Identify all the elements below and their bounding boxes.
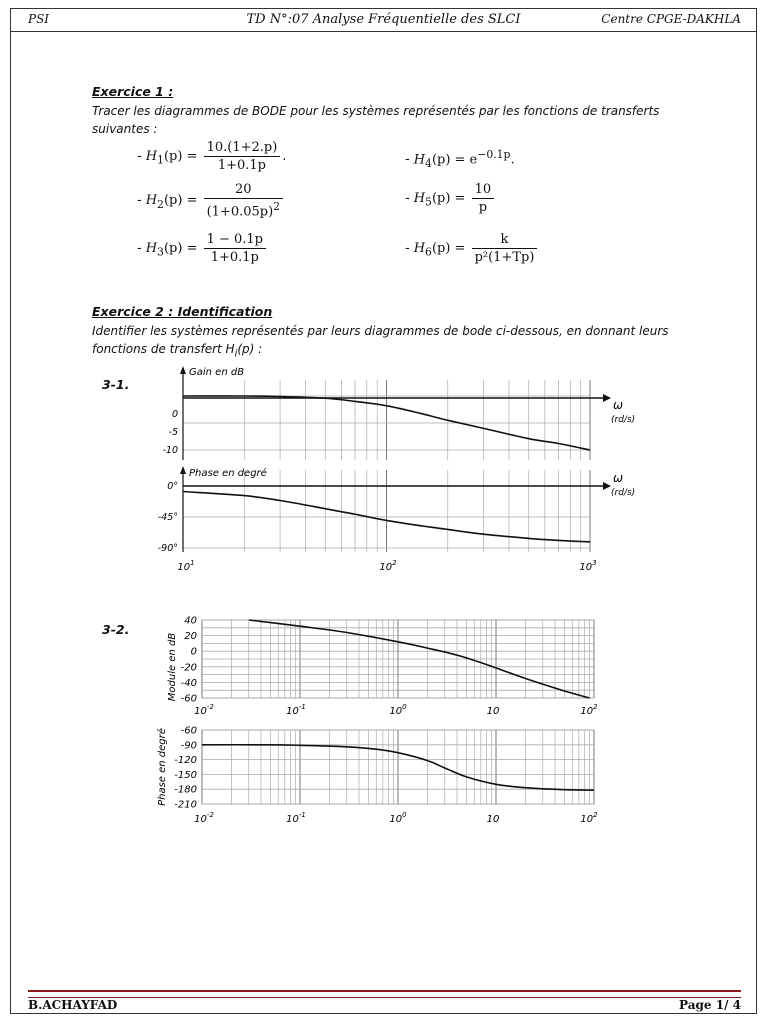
- graph32-xtick: $10^0$: [389, 811, 407, 825]
- exercise1-title: Exercice 1 :: [92, 84, 174, 99]
- formula-h1: - $H_1(p)$ = $\frac{10.(1+2.p)}{1+0.1p}$ .: [137, 140, 287, 173]
- graph32-phase-grid: [202, 730, 594, 804]
- graph32-module-xticks: [194, 703, 598, 717]
- header-title: TD N°:07 Analyse Fréquentielle des SLCI: [246, 12, 521, 27]
- graph32-phase-ylabel: Phase en degré: [157, 728, 168, 806]
- graph31-xtick-1: $10^2$: [379, 559, 397, 573]
- graph31-phase-tick-1: -45°: [157, 512, 178, 523]
- footer-author: B.ACHAYFAD: [28, 998, 118, 1012]
- graph32-module-grid: [202, 620, 594, 698]
- graph32-module-ytick: 0: [190, 646, 197, 658]
- graph32-module-plot: [167, 616, 594, 705]
- graph31-xtick-2: $10^3$: [579, 559, 597, 573]
- graph32-phase-ytick: -210: [174, 799, 197, 811]
- graph32-xtick: $10^{-2}$: [194, 703, 214, 717]
- graph31-gain-title: Gain en dB: [189, 367, 245, 378]
- graph32-xtick: $10^2$: [580, 811, 598, 825]
- graph32-phase-ytick: -90: [180, 740, 197, 752]
- graph31-gain-grid: [183, 380, 590, 460]
- graph32-module-ytick: -20: [180, 662, 197, 674]
- exercise1-text: Tracer les diagrammes de BODE pour les systèmes représentés par les fonctions de transferts suivantes :: [92, 104, 660, 136]
- graph32-xtick: $10^0$: [389, 703, 407, 717]
- graph31-phase-plot: [158, 466, 635, 554]
- graph32-module-yticks: [181, 616, 197, 705]
- graph32-xtick: $10^{-1}$: [286, 703, 306, 717]
- graph31-gain-tick-0: 0: [171, 409, 178, 420]
- graph31-gain-yaxis-arrow: [180, 366, 186, 374]
- graph32-phase-ytick: -60: [180, 725, 197, 737]
- graph31-gain-tick-2: -10: [162, 445, 178, 456]
- graph31-phase-unit: (rd/s): [611, 488, 636, 498]
- graph31-phase-omega: ω: [613, 471, 624, 485]
- graph32-phase-yticks: [174, 726, 197, 811]
- exercise2-text: Identifier les systèmes représentés par leurs diagrammes de bode ci-dessous, en donnant leurs fonctions de transfert $H_i(p)$ :: [92, 324, 669, 360]
- graph31-xticks: [177, 559, 596, 573]
- page-footer: [10, 990, 757, 1014]
- graph32-phase-ytick: -150: [174, 769, 197, 781]
- graph32-phase-plot: [156, 726, 594, 811]
- graph32-xtick: $10^{-2}$: [194, 811, 214, 825]
- graph31-gain-xaxis-arrow: [603, 394, 611, 402]
- graph32-phase-ytick: -180: [174, 784, 197, 796]
- page-number: Page 1/ 4: [679, 998, 741, 1012]
- graph32-module-ytick: 40: [184, 615, 197, 627]
- formula-h4: - $H_4(p) = e^{-0.1p}$.: [405, 148, 515, 170]
- graph32-module-ylabel: Module en dB: [167, 632, 178, 702]
- graph32-xtick: $10^{-1}$: [286, 811, 306, 825]
- graph32-xtick: 10: [486, 706, 500, 717]
- graph31-phase-grid: [183, 470, 590, 552]
- graph31-gain-plot: [162, 366, 635, 460]
- graph31-phase-xaxis-arrow: [603, 482, 611, 490]
- formula-h2: - $H_2(p)$ = $\frac{20}{(1+0.05p)^2}$: [137, 182, 285, 219]
- graph31-phase-title: Phase en degré: [189, 468, 267, 479]
- graph31-phase-tick-2: -90°: [157, 543, 178, 554]
- header-left: PSI: [28, 12, 50, 26]
- graph32-module-ytick: 20: [184, 631, 197, 643]
- graph31-label: 3-1.: [102, 377, 130, 392]
- graph32-phase-xticks: [194, 811, 598, 825]
- graph31-gain-tick-1: -5: [168, 427, 178, 438]
- graph32-phase-ytick: -120: [174, 755, 197, 767]
- footer-rule: [28, 990, 741, 998]
- header-right: Centre CPGE-DAKHLA: [601, 12, 741, 26]
- graph32-xtick: $10^2$: [580, 703, 598, 717]
- formula-h6: - $H_6(p)$ = $\frac{k}{\text{p²(1+Tp)}}$: [405, 232, 539, 265]
- graph31-xtick-0: $10^1$: [177, 559, 195, 573]
- graph31-gain-unit: (rd/s): [611, 415, 636, 425]
- graph32-xtick: 10: [486, 814, 500, 825]
- graph32-label: 3-2.: [102, 622, 130, 637]
- graph31-gain-omega: ω: [613, 398, 624, 412]
- graph32-module-ytick: -60: [180, 693, 197, 705]
- formula-h5: - $H_5(p)$ = $\frac{10}{p}$: [405, 182, 496, 215]
- exercise2-title: Exercice 2 : Identification: [92, 304, 273, 319]
- graph32-module-ytick: -40: [180, 677, 197, 689]
- graph31-phase-yaxis-arrow: [180, 466, 186, 474]
- formula-h3: - $H_3(p)$ = $\frac{1 - 0.1p}{1+0.1p}$: [137, 232, 268, 265]
- graph31-phase-tick-0: 0°: [167, 481, 178, 492]
